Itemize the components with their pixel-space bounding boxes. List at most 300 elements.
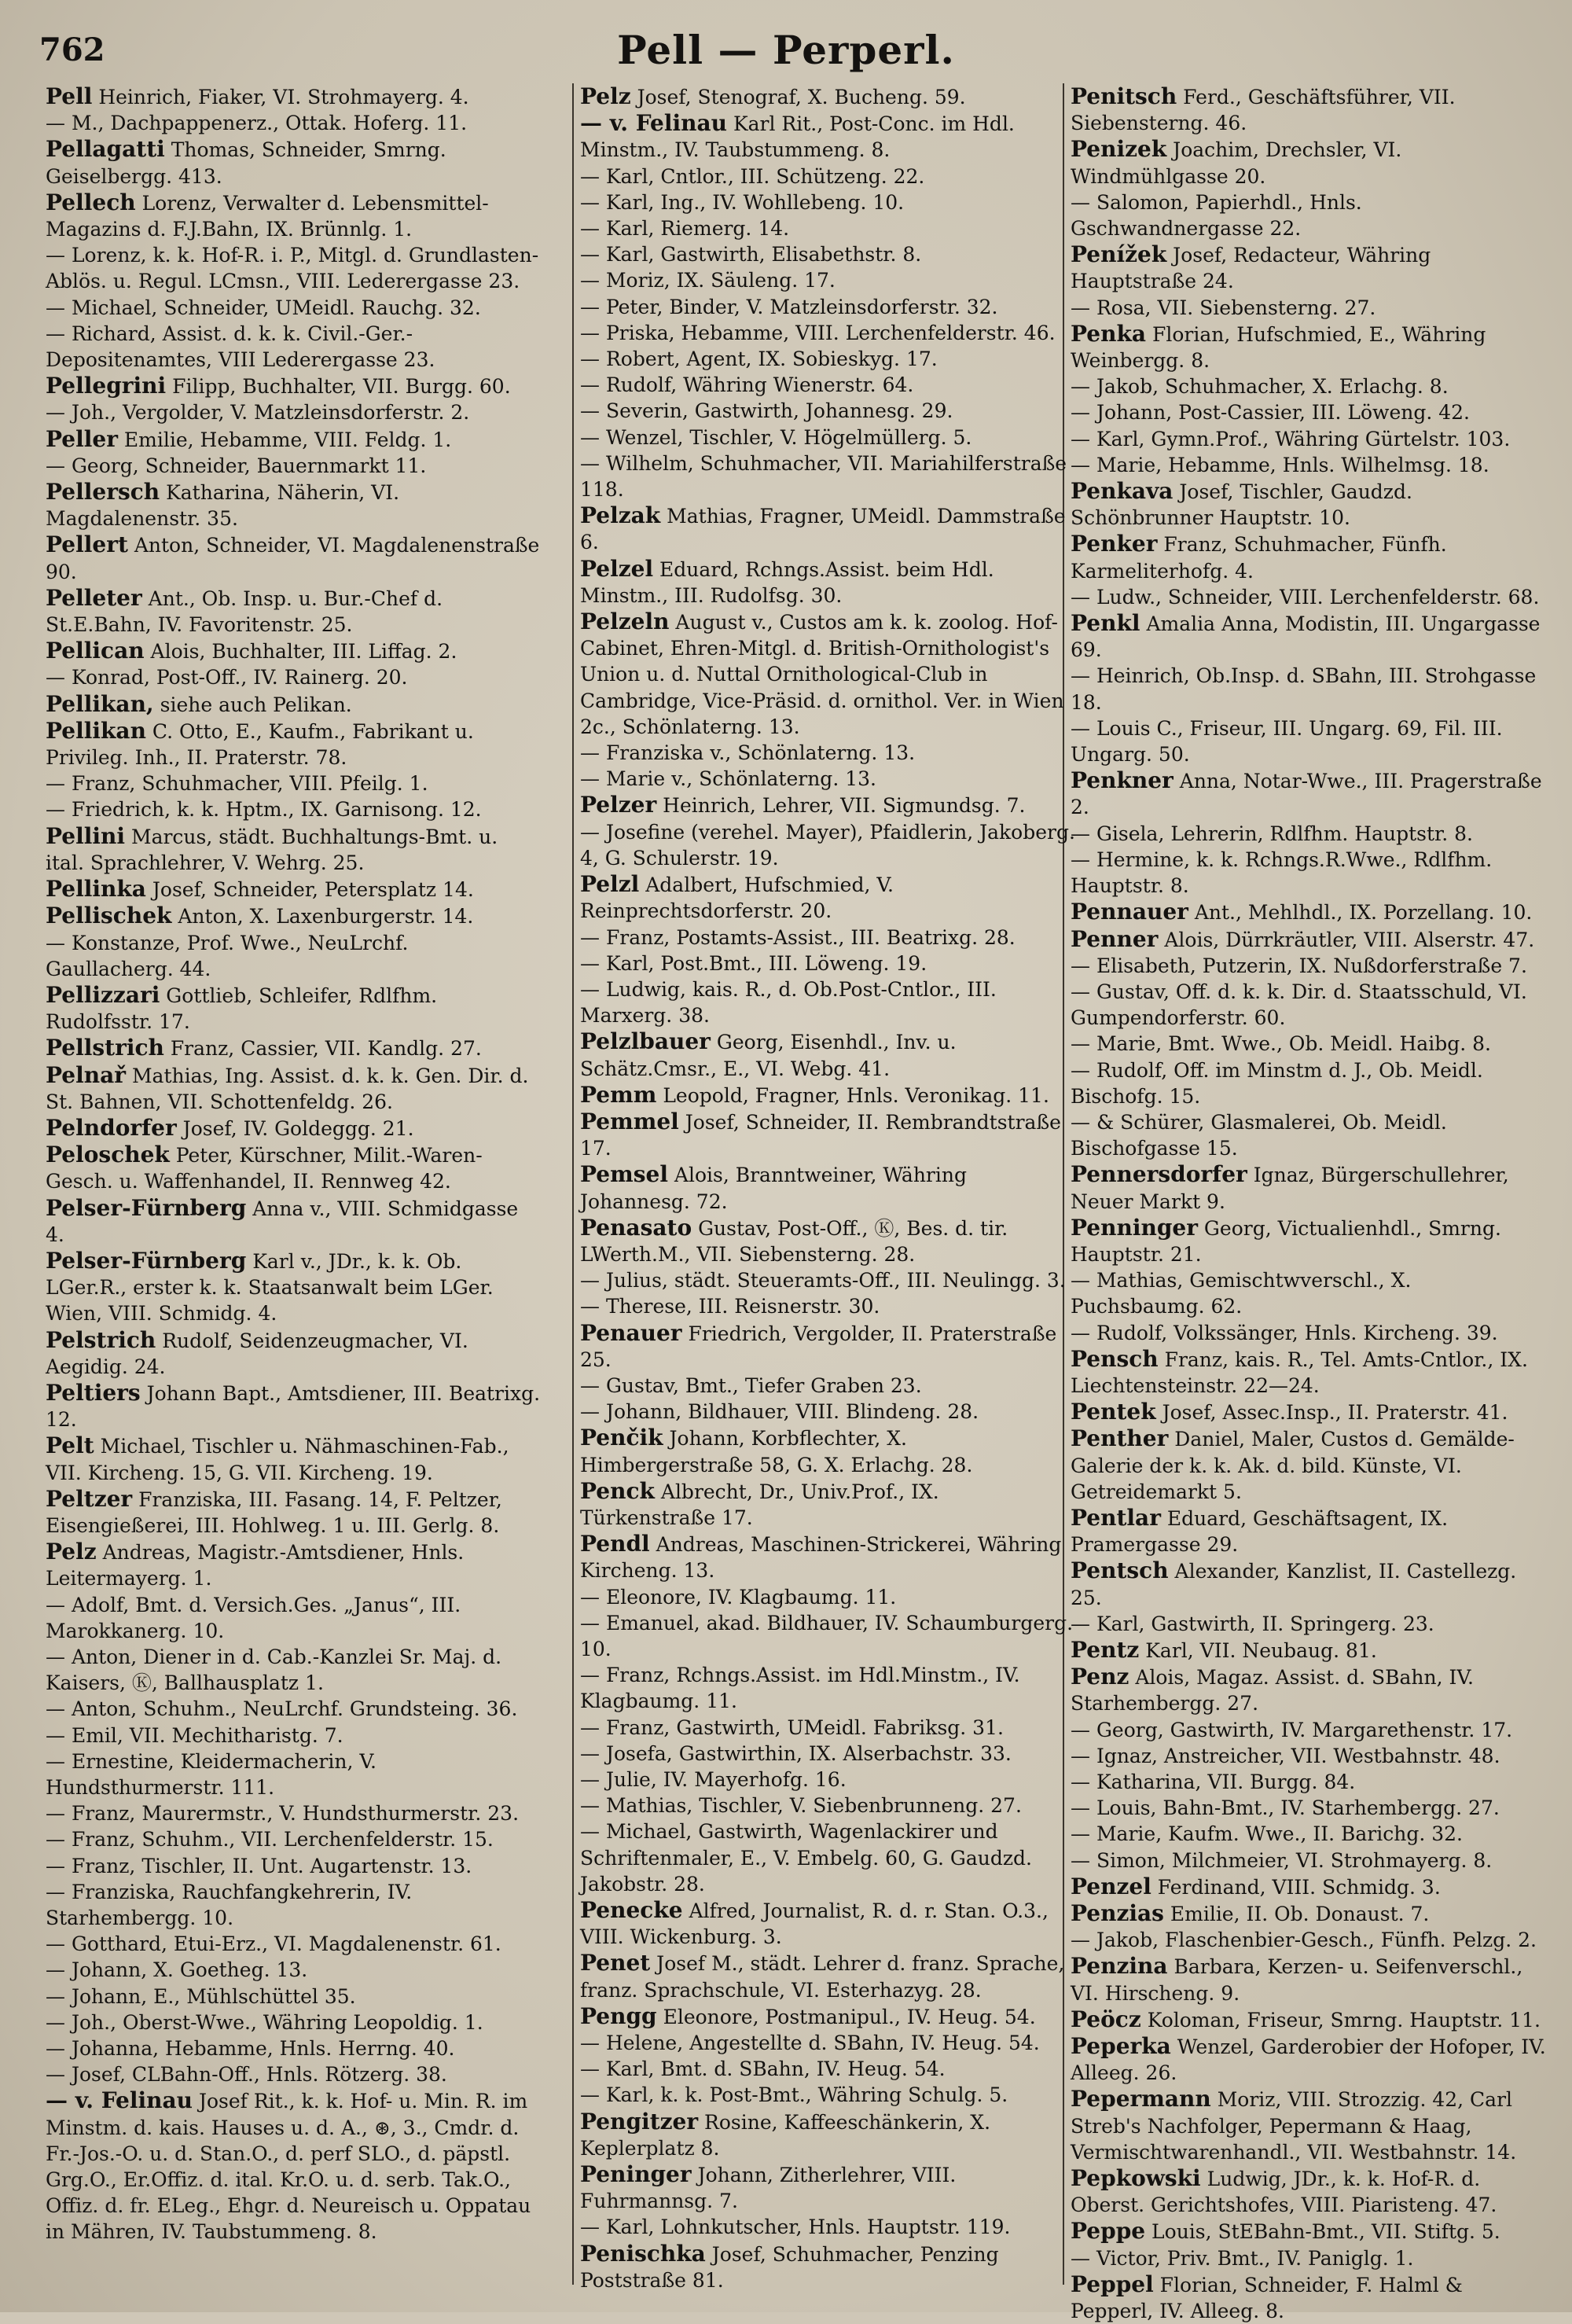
entry-details: — Karl, Ing., IV. Wohllebeng. 10. (580, 190, 905, 214)
directory-entry (564, 1767, 1075, 1793)
directory-entry (564, 1399, 1075, 1425)
entry-details: Eleonore, Postmanipul., IV. Heug. 54. (656, 2005, 1036, 2028)
directory-entry (564, 925, 1075, 951)
directory-entry (564, 819, 1075, 871)
directory-entry (30, 2035, 541, 2061)
directory-entry (30, 295, 541, 321)
directory-entry (1055, 1664, 1550, 1716)
directory-entry (1055, 1399, 1550, 1425)
entry-details: Josef, Redacteur, Währing Hauptstraße 24. (1071, 244, 1431, 293)
entry-surname: Pelndorfer (46, 1114, 177, 1141)
directory-entry (564, 425, 1075, 450)
directory-entry (1055, 241, 1550, 294)
directory-entry (564, 2030, 1075, 2056)
entry-surname: Pentek (1071, 1399, 1156, 1425)
directory-entry (564, 1793, 1075, 1818)
directory-entry (564, 2082, 1075, 2108)
directory-entry (30, 2061, 541, 2087)
directory-entry (1055, 1900, 1550, 1927)
entry-details: — Franz, Schuhmacher, VIII. Pfeilg. 1. (46, 772, 428, 796)
entry-surname: Pelzl (580, 871, 640, 898)
entry-details: — Josefine (verehel. Mayer), Pfaidlerin, Jakoberg. 4, G. Schulerstr. 19. (580, 820, 1075, 870)
directory-entry (30, 399, 541, 425)
entry-details: Karl, VII. Neubaug. 81. (1139, 1638, 1377, 1662)
entry-details: Anna v., VIII. Schmidgasse 4. (46, 1197, 519, 1246)
directory-entry (1055, 295, 1550, 321)
entry-details: Georg, Victualienhdl., Smrng. Hauptstr. 21. (1071, 1216, 1501, 1266)
column-middle (580, 83, 1075, 2292)
entry-details: — Eleonore, IV. Klagbaumg. 11. (580, 1585, 897, 1609)
entry-surname: Pellagatti (46, 136, 165, 163)
entry-surname: Pengitzer (580, 2108, 699, 2135)
directory-entry (564, 320, 1075, 346)
entry-details: Marcus, städt. Buchhaltungs-Bmt. u. ital. Sprachlehrer, V. Wehrg. 25. (46, 825, 498, 874)
directory-entry (1055, 83, 1550, 136)
entry-details: Emilie, Hebamme, VIII. Feldg. 1. (117, 428, 452, 451)
entry-surname: Pelser-Fürnberg (46, 1194, 247, 1221)
entry-surname: Pelzak (580, 502, 661, 529)
directory-entry (564, 976, 1075, 1028)
directory-entry (30, 1142, 541, 1194)
entry-details: — Lorenz, k. k. Hof-R. i. P., Mitgl. d. Grundlasten-Ablös. u. Regul. LCmsn., VIII. Lederergasse 23. (46, 244, 539, 293)
directory-entry (564, 215, 1075, 241)
entry-details: — Priska, Hebamme, VIII. Lerchenfelderstr. 46. (580, 321, 1056, 344)
entry-details: Franziska, III. Fasang. 14, F. Peltzer, Eisengießerei, III. Hohlweg. 1 u. III. Gerlg. 8. (46, 1487, 502, 1537)
entry-surname: Pepkowski (1071, 2165, 1201, 2192)
entry-details: Franz, Cassier, VII. Kandlg. 27. (163, 1037, 482, 1061)
entry-surname: Penischka (580, 2240, 706, 2267)
directory-entry (564, 951, 1075, 976)
entry-surname: Penther (1071, 1425, 1169, 1452)
directory-entry (1055, 1346, 1550, 1399)
directory-entry (564, 1373, 1075, 1399)
entry-surname: Pentsch (1071, 1557, 1169, 1584)
entry-details: — Therese, III. Reisnerstr. 30. (580, 1295, 880, 1318)
directory-entry (30, 796, 541, 822)
entry-details: Ant., Mehlhdl., IX. Porzellang. 10. (1188, 901, 1533, 925)
directory-entry (30, 321, 541, 373)
directory-entry (30, 930, 541, 982)
entry-details: — Franziska, Rauchfangkehrerin, IV. Starhembergg. 10. (46, 1880, 413, 1930)
entry-details: — Julie, IV. Mayerhofg. 16. (580, 1768, 847, 1791)
directory-entry (1055, 2165, 1550, 2218)
directory-entry (564, 556, 1075, 609)
entry-surname: Pelzer (580, 792, 657, 818)
entry-surname: Peller (46, 425, 118, 452)
entry-surname: Pensch (1071, 1345, 1159, 1372)
directory-entry (30, 718, 541, 770)
entry-details: — Karl, Cntlor., III. Schützeng. 22. (580, 164, 925, 188)
directory-entry (564, 2109, 1075, 2161)
directory-entry (1055, 1743, 1550, 1769)
directory-entry (30, 1062, 541, 1115)
directory-entry (564, 1082, 1075, 1109)
entry-details: — Severin, Gastwirth, Johannesg. 29. (580, 399, 953, 423)
entry-surname: Pellert (46, 531, 128, 558)
entry-details: Friedrich, Vergolder, II. Praterstraße 25. (580, 1322, 1057, 1371)
entry-surname: Peloschek (46, 1142, 170, 1168)
directory-entry (564, 1478, 1075, 1531)
directory-entry (1055, 1161, 1550, 1214)
entry-details: Alois, Buchhalter, III. Liffag. 2. (144, 640, 457, 664)
entry-details: — Joh., Vergolder, V. Matzleinsdorferstr. 2. (46, 401, 470, 425)
entry-details: — Robert, Agent, IX. Sobieskyg. 17. (580, 347, 938, 371)
entry-details: — Karl, Bmt. d. SBahn, IV. Heug. 54. (580, 2057, 946, 2081)
directory-entry (564, 1109, 1075, 1161)
entry-details: — Moriz, IX. Säuleng. 17. (580, 269, 836, 292)
entry-details: Karl Rit., Post-Conc. im Hdl. Minstm., IV. Taubstummeng. 8. (580, 112, 1015, 162)
directory-entry (1055, 663, 1550, 715)
entry-surname: Pelz (580, 83, 631, 109)
entry-details: Franz, kais. R., Tel. Amts-Cntlor., IX. Liechtensteinstr. 22—24. (1071, 1348, 1528, 1397)
directory-entry (30, 83, 541, 110)
entry-details: Josef, Assec.Insp., II. Praterstr. 41. (1155, 1401, 1508, 1425)
entry-details: — Elisabeth, Putzerin, IX. Nußdorferstraße 7. (1071, 954, 1527, 977)
entry-details: — Karl, Riemerg. 14. (580, 217, 790, 241)
entry-surname: Penet (580, 1950, 651, 1977)
entry-details: Ludwig, JDr., k. k. Hof-R. d. Oberst. Gerichtshofes, VIII. Piaristeng. 47. (1071, 2168, 1497, 2217)
entry-details: Eduard, Geschäftsagent, IX. Pramergasse 29. (1071, 1506, 1449, 1557)
directory-entry (1055, 1821, 1550, 1847)
entry-details: C. Otto, E., Kaufm., Fabrikant u. Privileg. Inh., II. Praterstr. 78. (46, 719, 474, 770)
directory-entry (1055, 1953, 1550, 2006)
directory-entry (1055, 821, 1550, 847)
directory-entry (30, 1931, 541, 1957)
directory-entry (1055, 1031, 1550, 1057)
entry-surname: Peöcz (1071, 2006, 1141, 2032)
entry-details: — Helene, Angestellte d. SBahn, IV. Heug. 54. (580, 2032, 1040, 2055)
directory-entry (1055, 584, 1550, 610)
directory-entry (564, 164, 1075, 189)
entry-details: Mathias, Fragner, UMeidl. Dammstraße 6. (580, 505, 1066, 554)
directory-entry (1055, 1557, 1550, 1610)
entry-surname: Pelzel (580, 555, 654, 582)
directory-entry (1055, 1505, 1550, 1557)
entry-details: Karl v., JDr., k. k. Ob. LGer.R., erster k. k. Staatsanwalt beim LGer. Wien, VIII. Schmidg. 4. (46, 1249, 494, 1326)
entry-surname: Pellegrini (46, 373, 167, 399)
entry-details: — Johann, Post-Cassier, III. Löweng. 42. (1071, 401, 1471, 425)
directory-entry (1055, 2086, 1550, 2165)
entry-surname: Penka (1071, 320, 1147, 347)
entry-details: Andreas, Maschinen-Strickerei, Währing Kircheng. 13. (580, 1533, 1062, 1583)
entry-surname: Pell (46, 83, 93, 109)
directory-entry (1055, 321, 1550, 373)
entry-surname: Pellikan, (46, 690, 154, 717)
entry-details: — Franz, Rchngs.Assist. im Hdl.Minstm., IV. Klagbaumg. 11. (580, 1664, 1020, 1713)
directory-entry (30, 110, 541, 136)
directory-entry (564, 1897, 1075, 1950)
entry-surname: Penninger (1071, 1214, 1198, 1241)
entry-surname: Pelleter (46, 584, 142, 611)
entry-details: — Georg, Gastwirth, IV. Margarethenstr. 17. (1071, 1718, 1513, 1741)
entry-surname: Pemm (580, 1081, 657, 1108)
entry-details: — Marie, Hebamme, Hnls. Wilhelmsg. 18. (1071, 453, 1489, 476)
entry-surname: Pellech (46, 189, 136, 215)
entry-details: Heinrich, Lehrer, VII. Sigmundsg. 7. (656, 794, 1026, 818)
directory-entry (1055, 2006, 1550, 2033)
entry-details: Adalbert, Hufschmied, V. Reinprechtsdorferstr. 20. (580, 873, 894, 923)
directory-entry (30, 1644, 541, 1696)
directory-entry (30, 1115, 541, 1142)
entry-surname: Pellican (46, 638, 145, 664)
column-left (46, 83, 541, 2285)
entry-details: Josef, Schuhmacher, Penzing Poststraße 81. (580, 2242, 999, 2292)
entry-surname: Penecke (580, 1897, 683, 1924)
entry-surname: Pemsel (580, 1161, 668, 1188)
directory-entry (564, 346, 1075, 372)
entry-details: Koloman, Friseur, Smrng. Hauptstr. 11. (1140, 2008, 1541, 2032)
entry-details: Josef, Tischler, Gaudzd. Schönbrunner Hauptstr. 10. (1071, 480, 1412, 530)
entry-details: — Franz, Gastwirth, UMeidl. Fabriksg. 31. (580, 1715, 1004, 1739)
directory-entry (30, 1035, 541, 1061)
directory-entry (1055, 478, 1550, 531)
entry-surname: Penck (580, 1477, 655, 1504)
entry-details: Filipp, Buchhalter, VII. Burgg. 60. (166, 375, 511, 399)
directory-entry (564, 1267, 1075, 1293)
entry-details: Alexander, Kanzlist, II. Castellezg. 25. (1071, 1560, 1517, 1609)
directory-entry (1055, 2245, 1550, 2271)
entry-details: — Louis, Bahn-Bmt., IV. Starhembergg. 27. (1071, 1796, 1500, 1820)
entry-details: — Mathias, Tischler, V. Siebenbrunneng. 27. (580, 1794, 1022, 1818)
entry-details: — Rudolf, Volkssänger, Hnls. Kircheng. 39. (1071, 1321, 1498, 1344)
entry-surname: Pemmel (580, 1108, 679, 1134)
entry-details: — Jakob, Schuhmacher, X. Erlachg. 8. (1071, 375, 1449, 399)
entry-details: — Konstanze, Prof. Wwe., NeuLrchf. Gaullacherg. 44. (46, 931, 409, 980)
entry-surname: Peltiers (46, 1379, 141, 1406)
entry-surname: Penauer (580, 1319, 682, 1346)
entry-details: — Karl, Post.Bmt., III. Löweng. 19. (580, 951, 927, 975)
entry-surname: Penkner (1071, 767, 1173, 794)
entry-details: — Karl, Lohnkutscher, Hnls. Hauptstr. 119. (580, 2216, 1011, 2239)
entry-surname: Pentlar (1071, 1504, 1161, 1531)
entry-surname: Peppel (1071, 2271, 1154, 2297)
entry-details: — Jakob, Flaschenbier-Gesch., Fünfh. Pelzg. 2. (1071, 1929, 1537, 1952)
directory-entry (564, 2241, 1075, 2293)
entry-surname: Penner (1071, 925, 1159, 952)
directory-entry (564, 1161, 1075, 1214)
entry-details: Franz, Schuhmacher, Fünfh. Karmeliterhofg. 4. (1071, 533, 1447, 583)
entry-surname: Pellini (46, 822, 126, 849)
directory-entry (1055, 2271, 1550, 2324)
directory-entry (1055, 1874, 1550, 1900)
entry-details: Rosine, Kaffeeschänkerin, X. Keplerplatz 8. (580, 2110, 991, 2160)
entry-details: — Victor, Priv. Bmt., IV. Paniglg. 1. (1071, 2246, 1414, 2270)
entry-details: — Gustav, Bmt., Tiefer Graben 23. (580, 1373, 922, 1397)
entry-surname: Pepermann (1071, 2086, 1211, 2113)
directory-entry (1055, 1927, 1550, 1953)
directory-entry (30, 189, 541, 242)
directory-entry (564, 372, 1075, 398)
entry-details: Joachim, Drechsler, VI. Windmühlgasse 20. (1071, 138, 1402, 188)
directory-entry (1055, 1637, 1550, 1664)
entry-surname: Pelzlbauer (580, 1028, 711, 1055)
entry-details: — Gotthard, Etui-Erz., VI. Magdalenenstr. 61. (46, 1932, 501, 1956)
entry-surname: Pelnař (46, 1061, 127, 1088)
entry-surname: Pelzeln (580, 609, 670, 635)
entry-surname: Pellischek (46, 903, 172, 929)
entry-details: Amalia Anna, Modistin, III. Ungargasse 69. (1071, 612, 1541, 662)
entry-details: — Marie, Bmt. Wwe., Ob. Meidl. Haibg. 8. (1071, 1032, 1491, 1056)
entry-details: — Franziska v., Schönlaterng. 13. (580, 741, 916, 765)
entry-surname: Pellinka (46, 876, 146, 903)
entry-details: Alois, Branntweiner, Währing Johannesg. 72. (580, 1164, 967, 1213)
entry-details: Ant., Ob. Insp. u. Bur.-Chef d. St.E.Bahn, IV. Favoritenstr. 25. (46, 587, 443, 637)
directory-entry (564, 1818, 1075, 1897)
directory-entry (1055, 531, 1550, 583)
directory-entry (30, 903, 541, 929)
entry-details: Anton, X. Laxenburgerstr. 14. (171, 905, 474, 928)
entry-details: — Ernestine, Kleidermacherin, V. Hundsthurmerstr. 111. (46, 1749, 376, 1799)
directory-entry (1055, 189, 1550, 241)
directory-entry (30, 876, 541, 903)
entry-details: Leopold, Fragner, Hnls. Veronikag. 11. (656, 1083, 1049, 1107)
directory-entry (1055, 1611, 1550, 1637)
directory-entry (30, 1696, 541, 1722)
directory-entry (1055, 2218, 1550, 2245)
entry-details: — Katharina, VII. Burgg. 84. (1071, 1771, 1356, 1793)
directory-entry (30, 2010, 541, 2035)
entry-details: Johann, Korbflechter, X. Himbergerstraße 58, G. X. Erlachg. 28. (580, 1427, 973, 1476)
entry-surname: Pelz (46, 1539, 97, 1565)
directory-entry (30, 479, 541, 531)
entry-details: — Ignaz, Anstreicher, VII. Westbahnstr. 48. (1071, 1744, 1500, 1767)
entry-details: — Josefa, Gastwirthin, IX. Alserbachstr. 33. (580, 1741, 1012, 1765)
directory-entry (30, 1723, 541, 1749)
entry-details: — Ludw., Schneider, VIII. Lerchenfelderstr. 68. (1071, 585, 1540, 609)
page-number: 762 (39, 31, 105, 68)
directory-entry (30, 1749, 541, 1800)
directory-entry (564, 2003, 1075, 2030)
entry-details: Wenzel, Garderobier der Hofoper, IV. Alleeg. 26. (1071, 2035, 1546, 2085)
directory-entry (30, 770, 541, 796)
entry-details: — Salomon, Papierhdl., Hnls. Gschwandnergasse 22. (1071, 190, 1362, 241)
entry-details: Anna, Notar-Wwe., III. Pragerstraße 2. (1071, 770, 1542, 819)
directory-entry (30, 531, 541, 584)
entry-details: Lorenz, Verwalter d. Lebensmittel-Magazins d. F.J.Bahn, IX. Brünnlg. 1. (46, 191, 489, 241)
entry-surname: Penčik (580, 1425, 663, 1451)
entry-details: — Hermine, k. k. Rchngs.R.Wwe., Rdlfhm. Hauptstr. 8. (1071, 848, 1493, 898)
directory-entry (30, 426, 541, 453)
entry-details: — Konrad, Post-Off., IV. Rainerg. 20. (46, 666, 408, 689)
entry-details: Albrecht, Dr., Univ.Prof., IX. Türkenstraße 17. (580, 1480, 939, 1529)
entry-details: — Josef, CLBahn-Off., Hnls. Rötzerg. 38. (46, 2063, 447, 2087)
entry-details: — Wenzel, Tischler, V. Högelmüllerg. 5. (580, 425, 972, 449)
directory-entry (30, 1432, 541, 1485)
entry-details: Alfred, Journalist, R. d. r. Stan. O.3., VIII. Wickenburg. 3. (580, 1899, 1049, 1949)
directory-entry (1055, 979, 1550, 1031)
entry-details: Josef M., städt. Lehrer d. franz. Sprache, franz. Sprachschule, VI. Esterhazyg. 28. (580, 1952, 1065, 2002)
directory-entry (1055, 2033, 1550, 2086)
entry-details: Josef, Schneider, Petersplatz 14. (145, 878, 474, 902)
directory-entry (564, 740, 1075, 766)
entry-details: Moriz, VIII. Strozzig. 42, Carl Streb's Nachfolger, Pepermann & Haag, Vermischtwarenhandl., VII. Westbahnstr. 14. (1071, 2088, 1517, 2164)
entry-details: — Anton, Diener in d. Cab.-Kanzlei Sr. Maj. d. Kaisers, Ⓚ, Ballhausplatz 1. (46, 1645, 502, 1695)
directory-entry (1055, 452, 1550, 478)
entry-surname: Pendl (580, 1531, 650, 1557)
entry-details: — Franz, Postamts-Assist., III. Beatrixg. 28. (580, 925, 1016, 949)
entry-details: — Michael, Gastwirth, Wagenlackirer und Schriftenmaler, E., V. Embelg. 60, G. Gaudzd. Jakobstr. 28. (580, 1820, 1032, 1896)
entry-details: — Louis C., Friseur, III. Ungarg. 69, Fil. III. Ungarg. 50. (1071, 716, 1503, 767)
directory-entry (30, 1879, 541, 1931)
entry-details: Josef, IV. Goldeggg. 21. (176, 1116, 414, 1140)
directory-entry (564, 1215, 1075, 1267)
entry-details: — Emil, VII. Mechitharistg. 7. (46, 1723, 343, 1747)
entry-details: — Julius, städt. Steueramts-Off., III. Neulingg. 3. (580, 1269, 1066, 1293)
directory-entry (564, 792, 1075, 818)
directory-entry (1055, 1320, 1550, 1346)
entry-details: Mathias, Ing. Assist. d. k. k. Gen. Dir. d. St. Bahnen, VII. Schottenfeldg. 26. (46, 1064, 529, 1113)
entry-surname: Pellikan (46, 717, 146, 744)
entry-details: Alois, Magaz. Assist. d. SBahn, IV. Starhembergg. 27. (1071, 1666, 1474, 1715)
entry-surname: Pellstrich (46, 1035, 164, 1061)
entry-surname: Penasato (580, 1214, 692, 1241)
entry-details: — Rosa, VII. Siebensterng. 27. (1071, 296, 1376, 319)
directory-entry (30, 1800, 541, 1826)
entry-details: Florian, Hufschmied, E., Währing Weinbergg. 8. (1071, 322, 1486, 373)
entry-surname: Pelstrich (46, 1326, 156, 1353)
entry-surname: Pellersch (46, 479, 160, 506)
directory-entry (30, 1380, 541, 1432)
directory-entry (30, 242, 541, 294)
directory-entry (564, 450, 1075, 502)
entry-details: — Karl, k. k. Post-Bmt., Währing Schulg. 5. (580, 2083, 1008, 2107)
entry-surname: Pellizzari (46, 981, 160, 1008)
entry-details: Johann Bapt., Amtsdiener, III. Beatrixg. 12. (46, 1381, 541, 1432)
directory-entry (1055, 610, 1550, 663)
entry-surname: Pentz (1071, 1636, 1140, 1663)
entry-details: — Marie v., Schönlaterng. 13. (580, 767, 876, 791)
entry-details: August v., Custos am k. k. zoolog. Hof-Cabinet, Ehren-Mitgl. d. British-Ornithologist's Union u. d. Nuttal Ornithological-Club in Cambridge, Vice-Präsid. d. ornithol. Ver. in Wien 2c., Schönlaterng. 13. (580, 611, 1064, 738)
directory-entry (30, 453, 541, 479)
entry-details: Andreas, Magistr.-Amtsdiener, Hnls. Leitermayerg. 1. (46, 1541, 465, 1590)
entry-details: — Rudolf, Off. im Minstm d. J., Ob. Meidl. Bischofg. 15. (1071, 1058, 1483, 1108)
directory-entry (1055, 1795, 1550, 1821)
entry-details: — Gisela, Lehrerin, Rdlfhm. Hauptstr. 8. (1071, 822, 1473, 845)
directory-entry (564, 1662, 1075, 1714)
directory-entry (30, 1592, 541, 1644)
entry-details: — Karl, Gymn.Prof., Währing Gürtelstr. 103. (1071, 427, 1511, 450)
directory-entry (1055, 1057, 1550, 1109)
entry-details: Anton, Schneider, VI. Magdalenenstraße 90. (46, 534, 540, 583)
entry-surname: Penzina (1071, 1953, 1168, 1980)
entry-details: — Simon, Milchmeier, VI. Strohmayerg. 8. (1071, 1848, 1493, 1872)
directory-entry (30, 823, 541, 876)
entry-details: Katharina, Näherin, VI. Magdalenenstr. 35. (46, 481, 400, 531)
entry-details: — Rudolf, Währing Wienerstr. 64. (580, 373, 914, 397)
entry-details: Rudolf, Seidenzeugmacher, VI. Aegidig. 24. (46, 1329, 468, 1378)
directory-entry (1055, 953, 1550, 979)
entry-details: — Mathias, Gemischtwverschl., X. Puchsbaumg. 62. (1071, 1269, 1412, 1318)
directory-entry (564, 1741, 1075, 1767)
directory-entry (564, 83, 1075, 110)
entry-details: Ignaz, Bürgerschullehrer, Neuer Markt 9. (1071, 1164, 1509, 1213)
entry-details: — Karl, Gastwirth, Elisabethstr. 8. (580, 243, 922, 267)
entry-details: siehe auch Pelikan. (153, 693, 352, 716)
entry-details: — Johann, E., Mühlschüttel 35. (46, 1984, 356, 2008)
entry-details: Johann, Zitherlehrer, VIII. Fuhrmannsg. 7. (580, 2164, 957, 2213)
entry-details: — Emanuel, akad. Bildhauer, IV. Schaumburgerg. 10. (580, 1611, 1074, 1660)
directory-entry (1055, 899, 1550, 925)
entry-surname: Penitsch (1071, 83, 1177, 109)
directory-entry (564, 1584, 1075, 1610)
entry-details: Josef, Schneider, II. Rembrandtstraße 17. (580, 1110, 1061, 1160)
directory-entry (30, 2087, 541, 2245)
directory-entry (30, 982, 541, 1035)
entry-details: Florian, Schneider, F. Halml & Pepperl, IV. Alleeg. 8. (1071, 2273, 1463, 2323)
entry-details: Eduard, Rchngs.Assist. beim Hdl. Minstm., III. Rudolfsg. 30. (580, 557, 994, 607)
directory-entry (564, 189, 1075, 215)
entry-details: — Marie, Kaufm. Wwe., II. Barichg. 32. (1071, 1822, 1463, 1846)
